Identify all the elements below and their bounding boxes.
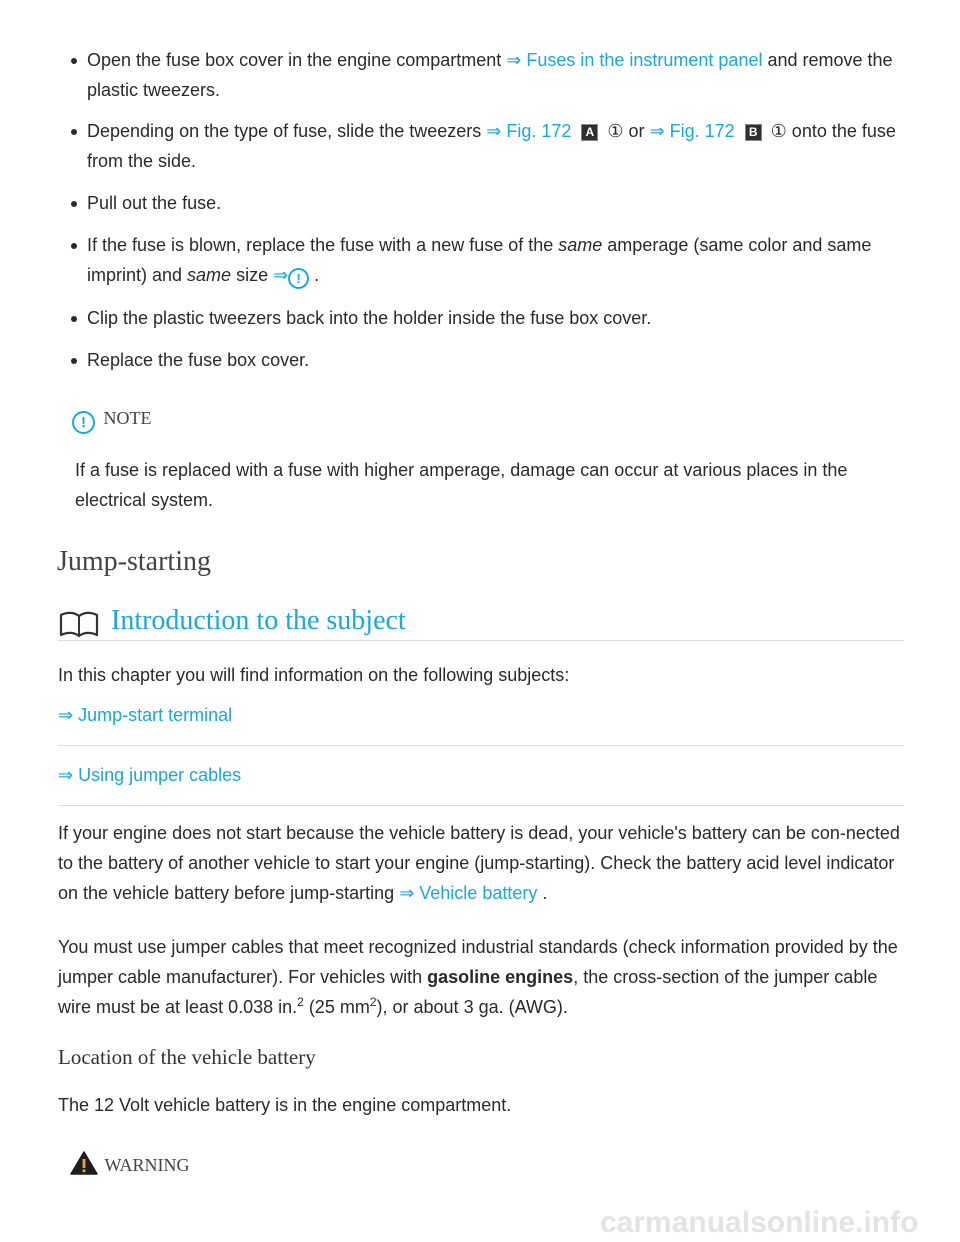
book-icon [58,609,100,639]
link-arrow: ⇒ [273,265,289,285]
step-text: ① or [602,121,650,141]
step-text: If the fuse is blown, replace the fuse with a new fuse of the [87,235,559,255]
intro-header [58,605,904,641]
step-text: Clip the plastic tweezers back into the holder inside the fuse box cover. [87,308,652,328]
step-text: . [309,265,320,285]
intro-lead: In this chapter you will find information on the following subjects: [58,665,570,685]
step-text: and remove the plastic tweezers. [87,50,893,100]
paragraph-text: , the cross-section of the jumper cable wire must be at least 0.038 in. [58,967,878,1017]
note-label: NOTE [103,408,152,428]
note-text: If a fuse is replaced with a fuse with higher amperage, damage can occur at various places in the electrical system. [75,460,848,510]
superscript: 2 [297,995,304,1009]
step-text: Depending on the type of fuse, slide the tweezers [87,121,487,141]
superscript: 2 [369,995,377,1009]
emphasis-same: same [558,235,603,255]
note-header [72,408,151,434]
paragraph-text: You must use jumper cables that meet recognized industrial standards (check information provided by the jumper cable manufacturer). For vehicles with [58,937,898,987]
step-text: Open the fuse box cover in the engine compartment [87,50,507,70]
exclamation-circle-icon: ! [72,411,95,434]
warning-header [70,1151,189,1179]
bold-gasoline-engines: gasoline engines [427,967,574,987]
step-text: size [231,265,274,285]
step-text: ① onto the fuse from the side. [87,121,896,171]
exclamation-circle-icon: ! [288,268,309,289]
link-fuses-instrument-panel[interactable]: ⇒ Fuses in the instrument panel [506,50,763,70]
divider [58,640,904,641]
step-replace-cover [87,345,917,375]
divider [58,805,904,806]
paragraph-jump-start-info [58,818,904,908]
step-text: Replace the fuse box cover. [87,350,310,370]
step-slide-tweezers [87,116,917,176]
step-text: amperage (same color and same imprint) and [87,235,872,285]
location-title: Location of the vehicle battery [58,1045,316,1069]
step-open-cover [87,45,917,105]
location-text: The 12 Volt vehicle battery is in the engine compartment. [58,1095,512,1115]
watermark: carmanualsonline.info [600,1206,919,1239]
divider [58,745,904,746]
emphasis-same: same [187,265,232,285]
paragraph-text: ), or about 3 ga. (AWG). [376,997,568,1017]
link-fig-172-a[interactable]: ⇒ Fig. 172 [486,121,572,141]
warning-label: WARNING [104,1155,190,1175]
step-clip-tweezers [87,303,917,333]
link-using-jumper-cables[interactable]: ⇒ Using jumper cables [58,765,242,785]
link-jump-start-terminal[interactable]: ⇒ Jump-start terminal [58,705,233,725]
paragraph-jumper-cables [58,932,908,1022]
figure-label-b-icon: B [745,124,762,141]
intro-title: Introduction to the subject [111,605,406,636]
step-replace-blown [87,230,917,290]
link-fig-172-b[interactable]: ⇒ Fig. 172 [649,121,735,141]
link-vehicle-battery[interactable]: ⇒ Vehicle battery [399,883,538,903]
paragraph-text: . [537,883,548,903]
step-pull-out [87,188,917,218]
step-text: Pull out the fuse. [87,193,222,213]
section-title: Jump-starting [57,546,211,577]
paragraph-text: If your engine does not start because the vehicle battery is dead, your vehicle's battery can be con-nected to the battery of another vehicle to start your engine (jump-starting). Check the battery acid level indicator on the vehicle battery before jump-starting [58,823,900,903]
figure-label-a-icon: A [581,124,598,141]
link-note[interactable] [273,265,309,285]
paragraph-text: (25 mm [303,997,370,1017]
warning-triangle-icon [70,1151,98,1175]
